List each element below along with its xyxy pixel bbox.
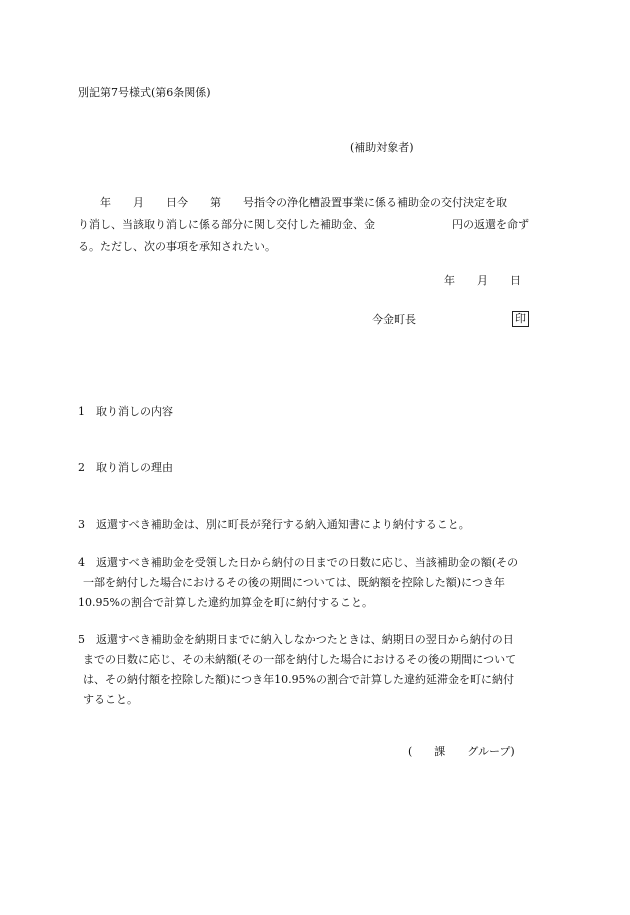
item-1-line-1: 1 取り消しの内容 xyxy=(78,405,173,418)
item-2-line-1: 2 取り消しの理由 xyxy=(78,461,173,474)
recipient-label: (補助対象者) xyxy=(350,141,414,154)
item-4-line-1: 4 返還すべき補助金を受領した日から納付の日までの日数に応じ、当該補助金の額(その xyxy=(78,556,519,569)
item-5-line-2: までの日数に応じ、その未納額(その一部を納付した場合におけるその後の期間について xyxy=(83,653,517,666)
item-3-line-1: 3 返還すべき補助金は、別に町長が発行する納入通知書により納付すること。 xyxy=(78,518,470,531)
seal-stamp: 印 xyxy=(512,311,529,327)
item-4-line-2: 一部を納付した場合におけるその後の期間については、既納額を控除した額)につき年 xyxy=(83,576,505,589)
body-line-2: り消し、当該取り消しに係る部分に関し交付した補助金、金 円の返還を命ず xyxy=(78,218,529,231)
item-5-line-4: すること。 xyxy=(83,693,138,706)
form-label: 別記第7号様式(第6条関係) xyxy=(78,86,211,99)
body-line-1: 年 月 日今 第 号指令の浄化槽設置事業に係る補助金の交付決定を取 xyxy=(78,196,507,209)
issuer-name: 今金町長 xyxy=(372,313,416,326)
item-4-line-3: 10.95%の割合で計算した違約加算金を町に納付すること。 xyxy=(78,596,373,609)
department-footer: ( 課 グループ) xyxy=(408,745,515,758)
item-5-line-1: 5 返還すべき補助金を納期日までに納入しなかつたときは、納期日の翌日から納付の日 xyxy=(78,633,514,646)
seal-mark xyxy=(512,311,529,327)
date-line: 年 月 日 xyxy=(444,274,521,287)
body-line-3: る。ただし、次の事項を承知されたい。 xyxy=(78,240,276,253)
item-5-line-3: は、その納付額を控除した額)につき年10.95%の割合で計算した違約延滞金を町に納付 xyxy=(83,673,515,686)
